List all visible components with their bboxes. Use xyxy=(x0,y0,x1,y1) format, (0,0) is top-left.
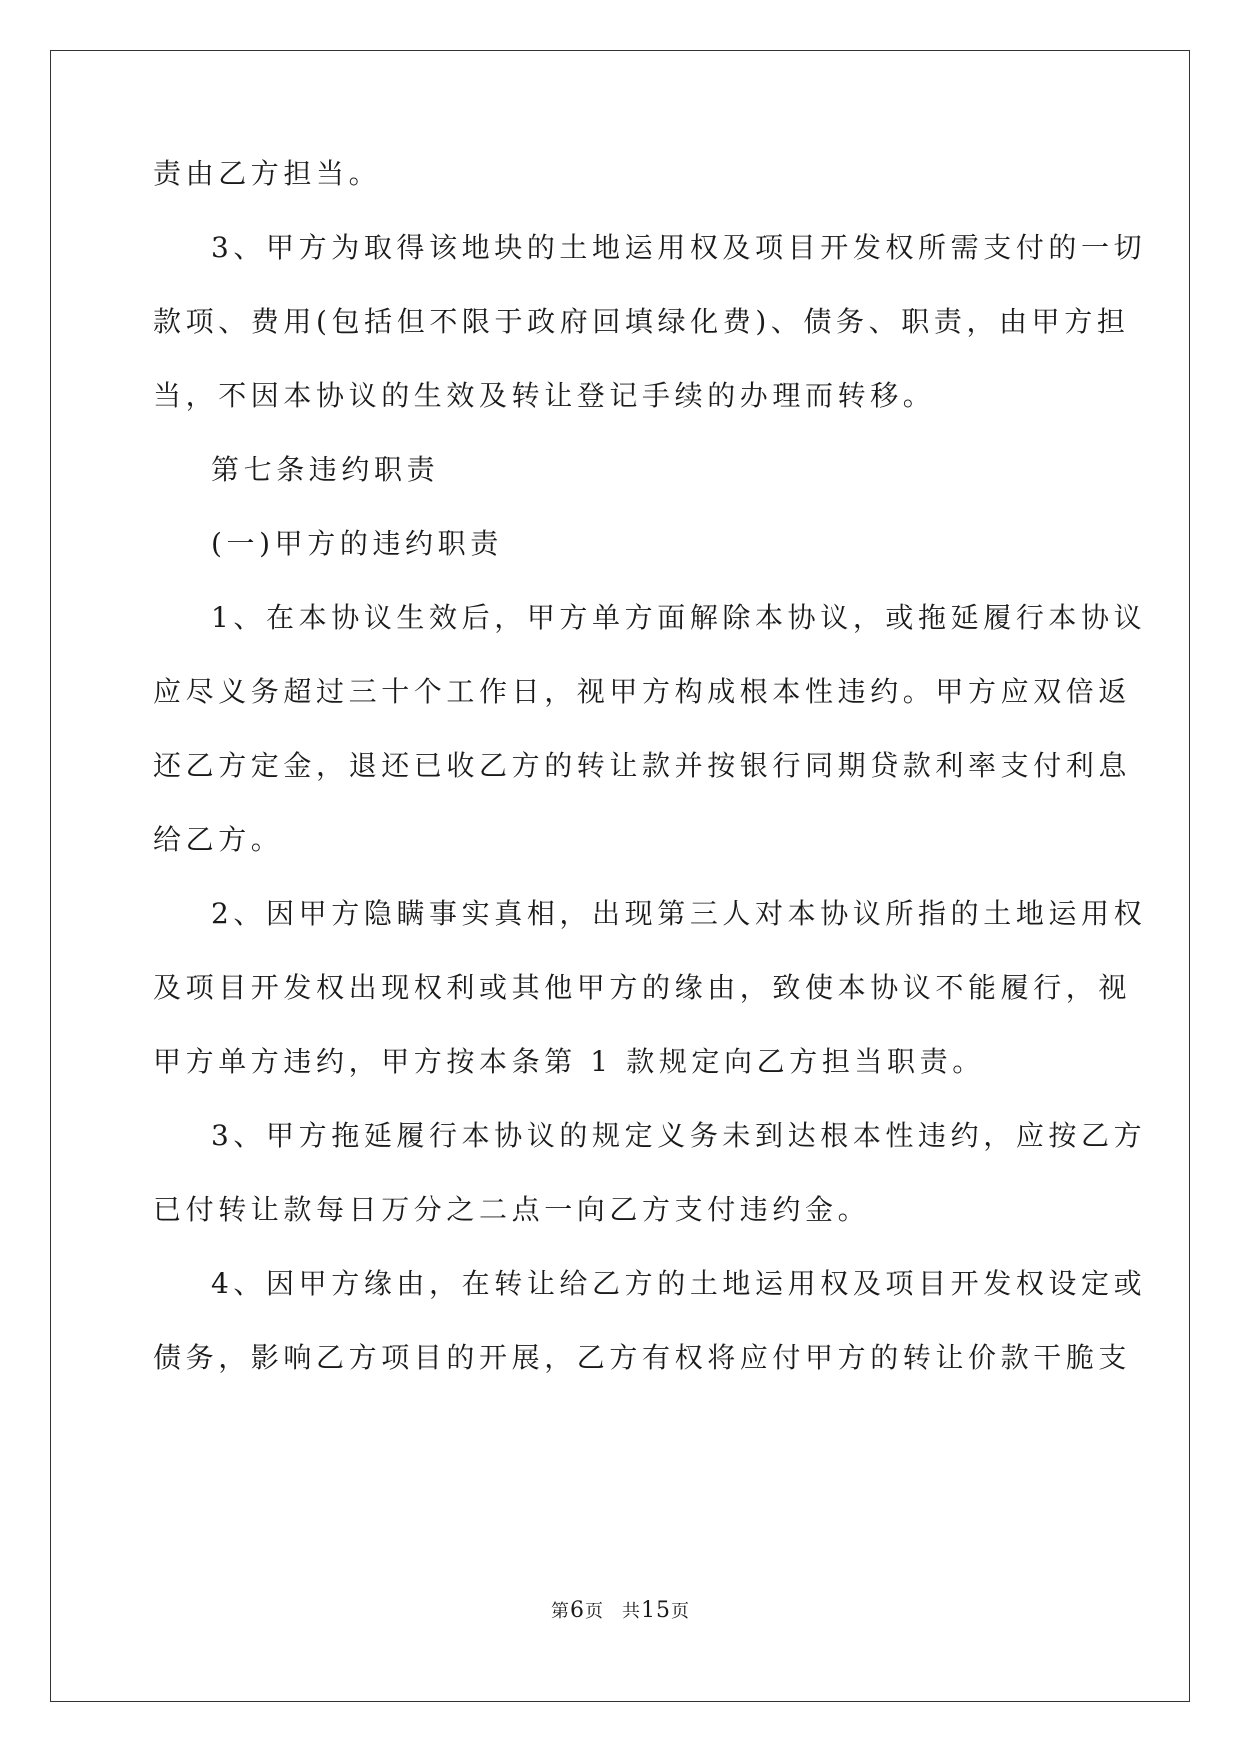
total-prefix: 共 xyxy=(622,1601,641,1622)
total-suffix: 页 xyxy=(671,1601,690,1622)
item-2-line-1: 2、因甲方隐瞒事实真相，出现第三人对本协议所指的土地运用权 xyxy=(211,897,1147,930)
item-4-line-1: 4、因甲方缘由，在转让给乙方的土地运用权及项目开发权设定或 xyxy=(211,1267,1147,1300)
item-1-line-4: 给乙方。 xyxy=(153,823,284,856)
clause-3-line-2: 款项、费用(包括但不限于政府回填绿化费)、债务、职责，由甲方担 xyxy=(153,305,1130,338)
item-4-line-2: 债务，影响乙方项目的开展，乙方有权将应付甲方的转让价款干脆支 xyxy=(153,1341,1132,1374)
text-line-continuation: 责由乙方担当。 xyxy=(153,157,382,190)
item-1-line-3: 还乙方定金，退还已收乙方的转让款并按银行同期贷款利率支付利息 xyxy=(153,749,1132,782)
page-footer xyxy=(0,1596,1241,1627)
item-3-line-2: 已付转让款每日万分之二点一向乙方支付违约金。 xyxy=(153,1193,871,1226)
item-3-line-1: 3、甲方拖延履行本协议的规定义务未到达根本性违约，应按乙方 xyxy=(211,1119,1147,1152)
item-2-line-2: 及项目开发权出现权利或其他甲方的缘由，致使本协议不能履行，视 xyxy=(153,971,1132,1004)
page-suffix: 页 xyxy=(585,1601,604,1622)
item-1-line-1: 1、在本协议生效后，甲方单方面解除本协议，或拖延履行本协议 xyxy=(211,601,1147,634)
section-1-heading: (一)甲方的违约职责 xyxy=(211,527,503,560)
clause-3-line-1: 3、甲方为取得该地块的土地运用权及项目开发权所需支付的一切 xyxy=(211,231,1147,264)
page-prefix: 第 xyxy=(551,1601,570,1622)
article-7-heading: 第七条违约职责 xyxy=(211,453,440,486)
page-number: 6 xyxy=(570,1598,585,1623)
item-1-line-2: 应尽义务超过三十个工作日，视甲方构成根本性违约。甲方应双倍返 xyxy=(153,675,1132,708)
clause-3-line-3: 当，不因本协议的生效及转让登记手续的办理而转移。 xyxy=(153,379,936,412)
total-pages: 15 xyxy=(641,1598,671,1623)
page-border xyxy=(50,50,1190,1702)
item-2-line-3: 甲方单方违约，甲方按本条第 1 款规定向乙方担当职责。 xyxy=(153,1045,985,1078)
